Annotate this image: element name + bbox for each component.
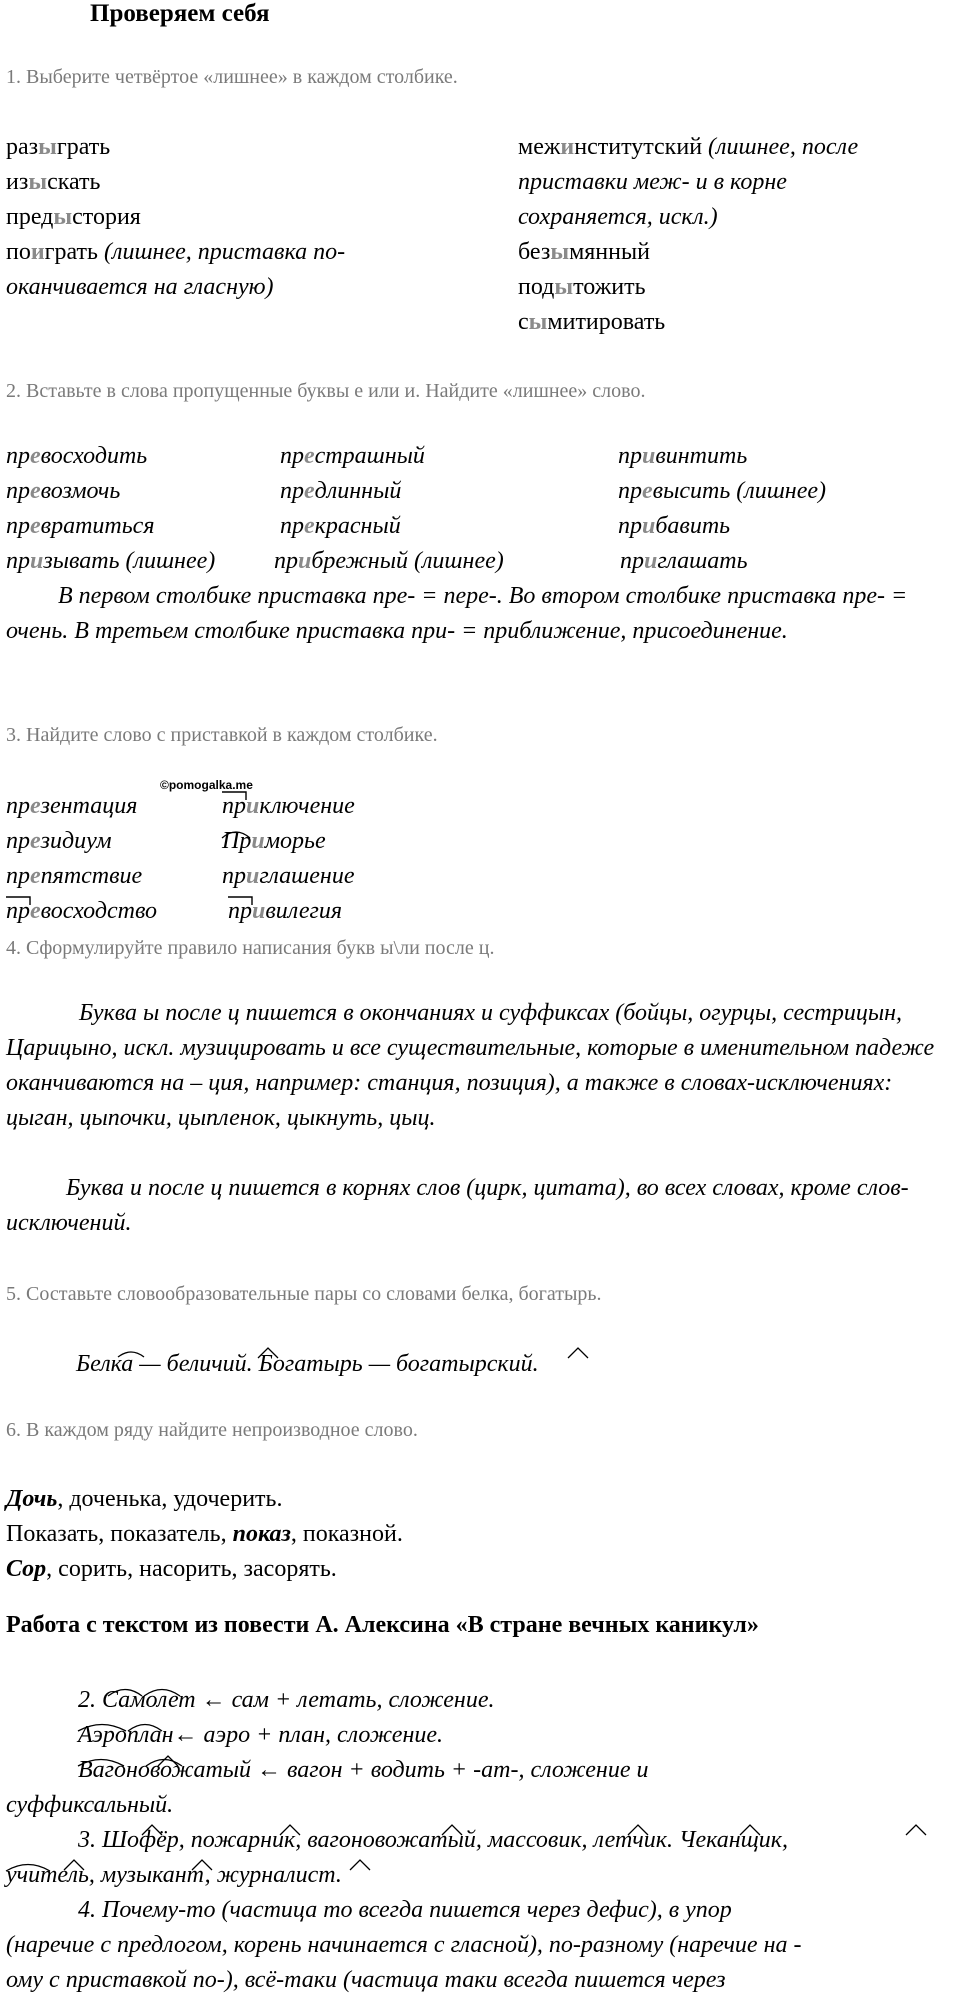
- question-4: 4. Сформулируйте правило написания букв ы\ли после ц.: [6, 937, 495, 959]
- q2-word: превысить (лишнее): [618, 478, 827, 504]
- text-work-line-5b: (наречие с предлогом, корень начинается с гласной), по-разному (наречие на -: [6, 1932, 802, 1958]
- q2-word: прибрежный (лишнее): [274, 548, 504, 574]
- question-1: 1. Выберите четвёртое «лишнее» в каждом столбике.: [6, 66, 458, 88]
- q2-word: прибавить: [618, 513, 731, 539]
- q3-word: превосходство: [6, 898, 158, 924]
- q1-left-note-cont: оканчивается на гласную): [6, 274, 274, 300]
- q2-word: превозмочь: [6, 478, 121, 504]
- q2-word: превосходить: [6, 443, 148, 469]
- text-work-heading: Работа с текстом из повести А. Алексина «В стране вечных каникул»: [6, 1612, 759, 1638]
- suffix-caret-chekanshchik: [906, 1825, 926, 1835]
- watermark: ©pomogalka.me: [160, 778, 253, 792]
- q2-explanation: В первом столбике приставка пре- = пере-. Во втором столбике приставка пре- = очень. В третьем столбике приставка при- = приближение, присоединение.: [6, 583, 908, 644]
- q3-word: президиум: [6, 828, 112, 854]
- q1-right-word-3: подытожить: [518, 274, 646, 300]
- q2-word: превратиться: [6, 513, 155, 539]
- question-6: 6. В каждом ряду найдите непроизводное слово.: [6, 1419, 418, 1441]
- q1-right-word-1: межинститутский (лишнее, после: [518, 134, 859, 160]
- page-title: Проверяем себя: [90, 0, 270, 27]
- suffix-caret-bogatyrskiy: [568, 1348, 588, 1358]
- q1-left-word-4: поиграть (лишнее, приставка по-: [6, 239, 346, 265]
- q1-left-word-2: изыскать: [6, 169, 101, 195]
- text-work-line-4b: учитель, музыкант, журналист.: [6, 1862, 342, 1888]
- q3-word: приключение: [222, 793, 355, 819]
- q1-right-word-2: безымянный: [518, 239, 650, 265]
- text-work-line-1: 2. Самолет ← сам + летать, сложение.: [78, 1687, 495, 1713]
- q6-row-1: Дочь, доченька, удочерить.: [6, 1486, 283, 1512]
- q3-word: презентация: [6, 793, 138, 819]
- q3-word: Приморье: [222, 828, 326, 854]
- q3-word: привилегия: [228, 898, 343, 924]
- q2-word: престрашный: [280, 443, 425, 469]
- question-2: 2. Вставьте в слова пропущенные буквы е или и. Найдите «лишнее» слово.: [6, 380, 646, 402]
- text-work-line-5a: 4. Почему-то (частица то всегда пишется через дефис), в упор: [78, 1897, 732, 1923]
- suffix-caret-zhurnalist: [350, 1860, 370, 1870]
- q1-left-word-1: разыграть: [6, 134, 111, 160]
- q1-left-word-3: предыстория: [6, 204, 141, 230]
- q2-word: приглашать: [620, 548, 748, 574]
- q4-paragraph-2: Буква и после ц пишется в корнях слов (цирк, цитата), во всех словах, кроме слов-исключений.: [6, 1175, 909, 1236]
- q5-answer: Белка — беличий. Богатырь — богатырский.: [76, 1351, 539, 1377]
- q2-word: предлинный: [280, 478, 402, 504]
- q2-word: прекрасный: [280, 513, 401, 539]
- q2-word: призывать (лишнее): [6, 548, 216, 574]
- q3-word: препятствие: [6, 863, 143, 889]
- q6-row-3: Сор, сорить, насорить, засорять.: [6, 1556, 337, 1582]
- q1-right-note-2: сохраняется, искл.): [518, 204, 718, 230]
- text-work-line-4a: 3. Шофёр, пожарник, вагоновожатый, массовик, летчик. Чеканщик,: [78, 1827, 789, 1853]
- question-3: 3. Найдите слово с приставкой в каждом столбике.: [6, 724, 438, 746]
- question-5: 5. Составьте словообразовательные пары со словами белка, богатырь.: [6, 1283, 602, 1305]
- text-work-line-5c: ому с приставкой по-), всё-таки (частица таки всегда пишется через: [6, 1967, 726, 1993]
- q3-word: приглашение: [222, 863, 355, 889]
- q2-word: привинтить: [618, 443, 748, 469]
- text-work-line-3b: суффиксальный.: [6, 1792, 174, 1818]
- q6-row-2: Показать, показатель, показ, показной.: [6, 1521, 403, 1547]
- q4-paragraph-1: Буква ы после ц пишется в окончаниях и суффиксах (бойцы, огурцы, сестрицын, Царицыно, искл. музицировать и все существительные, которые в именительном падеже оканчиваются на – ция, например: станция, позиция), а также в словах-исключениях: цыган, цыпочки, цыпленок, цыкнуть, цыц.: [6, 1000, 935, 1131]
- text-work-line-2: Аэроплан← аэро + план, сложение.: [78, 1722, 444, 1748]
- text-work-line-3a: Вагоновожатый ← вагон + водить + -ат-, сложение и: [78, 1757, 649, 1783]
- q1-right-note-1: приставки меж- и в корне: [518, 169, 787, 195]
- q1-right-word-4: сымитировать: [518, 309, 666, 335]
